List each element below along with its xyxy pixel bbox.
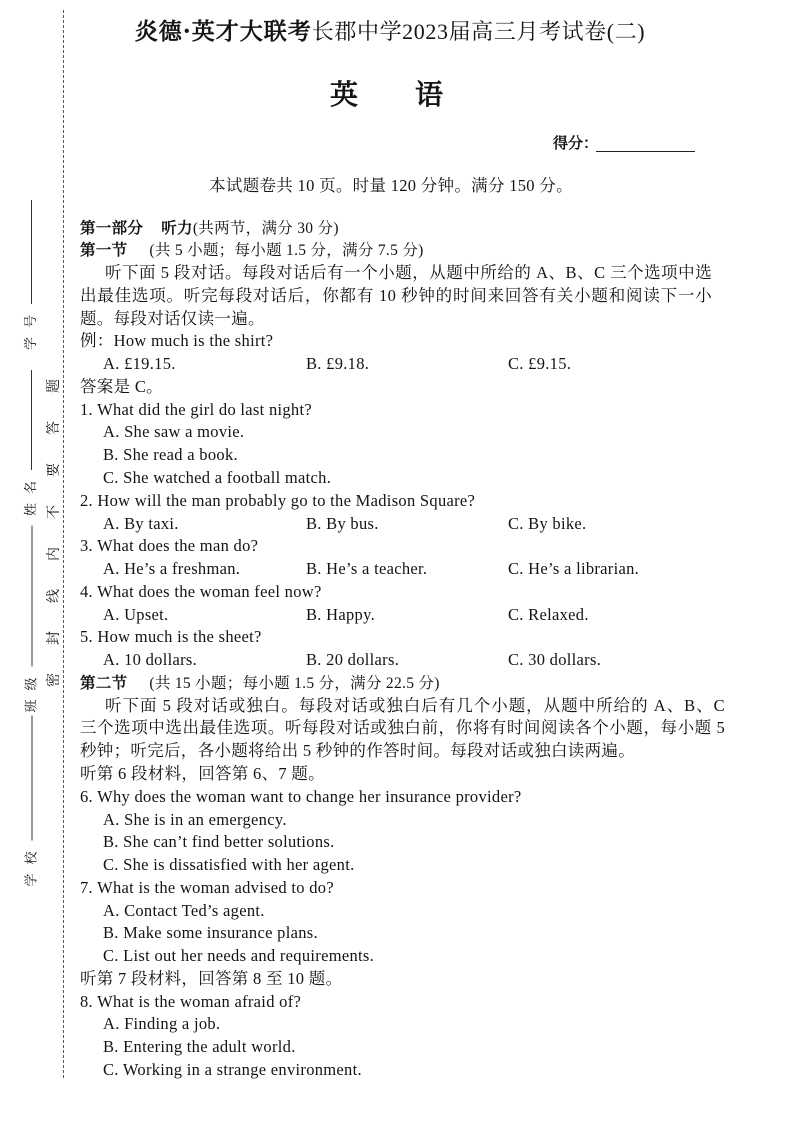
option-a: A. By taxi.	[103, 513, 179, 533]
student-id-blank	[31, 200, 32, 304]
question-6-stem: 6. Why does the woman want to change her insurance provider?	[80, 786, 522, 806]
exam-info: 本试题卷共 10 页。时量 120 分钟。满分 150 分。	[209, 176, 573, 195]
option-c: C. He’s a librarian.	[508, 559, 640, 579]
class-label: 班级	[23, 667, 38, 712]
option-a: A. Finding a job.	[103, 1014, 221, 1034]
section-one-title: 第一节	[80, 241, 128, 260]
score-blank	[596, 151, 695, 152]
exam-title	[0, 17, 780, 50]
option-b: B. 20 dollars.	[306, 650, 400, 670]
group-2-instruction: 听第 7 段材料，回答第 8 至 10 题。	[80, 968, 343, 988]
section-two-heading	[80, 672, 726, 695]
section-one-directions-line: 题。每段对话仅读一遍。	[80, 308, 265, 328]
exam-content	[80, 217, 726, 1082]
option-b: B. He’s a teacher.	[306, 559, 428, 579]
question-2-options	[80, 513, 726, 536]
student-id-field	[22, 200, 40, 352]
option-c: C. List out her needs and requirements.	[103, 946, 375, 966]
name-blank	[31, 370, 32, 470]
student-id-label: 学号	[23, 305, 38, 350]
section-two-directions-line: 三个选项中选出最佳选项。听每段对话或独白前，你将有时间阅读各个小题，每小题 5	[80, 718, 725, 738]
option-b: B. She can’t find better solutions.	[103, 832, 335, 852]
option-c: C. Relaxed.	[508, 604, 589, 624]
exam-series: 炎德·英才大联考	[134, 18, 312, 45]
question-5-options	[80, 649, 726, 672]
class-blank	[31, 525, 32, 666]
question-3-options	[80, 558, 726, 581]
section-one-note: (共 5 小题；每小题 1.5 分，满分 7.5 分)	[149, 242, 424, 260]
class-field	[22, 525, 40, 714]
score-label: 得分：	[553, 134, 599, 152]
subject-title: 英语	[330, 78, 501, 111]
name-field	[22, 370, 40, 518]
option-a: A. She is in an emergency.	[103, 809, 287, 829]
section-two-note: (共 15 小题；每小题 1.5 分，满分 22.5 分)	[149, 674, 440, 692]
option-c: C. She watched a football match.	[103, 468, 332, 488]
option-c: C. £9.15.	[508, 354, 572, 374]
question-5-stem: 5. How much is the sheet?	[80, 627, 262, 647]
question-4-options	[80, 604, 726, 627]
question-2-stem: 2. How will the man probably go to the Madison Square?	[80, 490, 476, 510]
section-one-directions-line: 出最佳选项。听完每段对话后，你都有 10 秒钟的时间来回答有关小题和阅读下一小	[80, 285, 712, 305]
question-3-stem: 3. What does the man do?	[80, 536, 259, 556]
exam-main-title: 长郡中学2023届高三月考试卷(二)	[311, 19, 646, 44]
option-c: C. By bike.	[508, 513, 587, 533]
example-prompt: 例：How much is the shirt?	[80, 331, 274, 351]
option-c: C. She is dissatisfied with her agent.	[103, 855, 355, 875]
school-label: 学校	[23, 841, 38, 886]
option-b: B. Entering the adult world.	[103, 1037, 296, 1057]
section-one-heading	[80, 239, 726, 262]
question-4-stem: 4. What does the woman feel now?	[80, 581, 322, 601]
example-options	[80, 353, 726, 376]
option-a: A. £19.15.	[103, 354, 176, 374]
option-b: B. She read a book.	[103, 445, 238, 465]
option-a: A. She saw a movie.	[103, 422, 245, 442]
school-blank	[31, 715, 32, 840]
option-b: B. Happy.	[306, 604, 375, 624]
option-c: C. 30 dollars.	[508, 650, 602, 670]
name-label: 姓名	[23, 471, 38, 516]
group-1-instruction: 听第 6 段材料，回答第 6、7 题。	[80, 763, 325, 783]
part-one-note: (共两节，满分 30 分)	[192, 219, 339, 237]
option-b: B. Make some insurance plans.	[103, 923, 318, 943]
option-a: A. He’s a freshman.	[103, 559, 241, 579]
option-b: B. £9.18.	[306, 354, 370, 374]
option-a: A. 10 dollars.	[103, 650, 198, 670]
question-1-stem: 1. What did the girl do last night?	[80, 399, 312, 419]
option-a: A. Upset.	[103, 604, 169, 624]
option-b: B. By bus.	[306, 513, 379, 533]
seal-line-notice: 密封线内不要答题	[47, 351, 62, 687]
option-c: C. Working in a strange environment.	[103, 1059, 362, 1079]
example-answer: 答案是 C。	[80, 376, 163, 396]
question-8-stem: 8. What is the woman afraid of?	[80, 991, 302, 1011]
section-two-directions-line: 听下面 5 段对话或独白。每段对话或独白后有几个小题，从题中所给的 A、B、C	[105, 695, 725, 715]
option-a: A. Contact Ted’s agent.	[103, 900, 265, 920]
part-one-name: 听力	[161, 218, 193, 237]
school-field	[22, 715, 40, 888]
part-one-heading	[80, 217, 726, 240]
section-two-directions-line: 秒钟；听完后，各小题将给出 5 秒钟的作答时间。每段对话或独白读两遍。	[80, 741, 635, 761]
section-one-directions-line: 听下面 5 段对话。每段对话后有一个小题，从题中所给的 A、B、C 三个选项中选	[105, 263, 712, 283]
part-one-title: 第一部分	[80, 218, 144, 237]
question-7-stem: 7. What is the woman advised to do?	[80, 877, 334, 897]
section-two-title: 第二节	[80, 673, 128, 692]
